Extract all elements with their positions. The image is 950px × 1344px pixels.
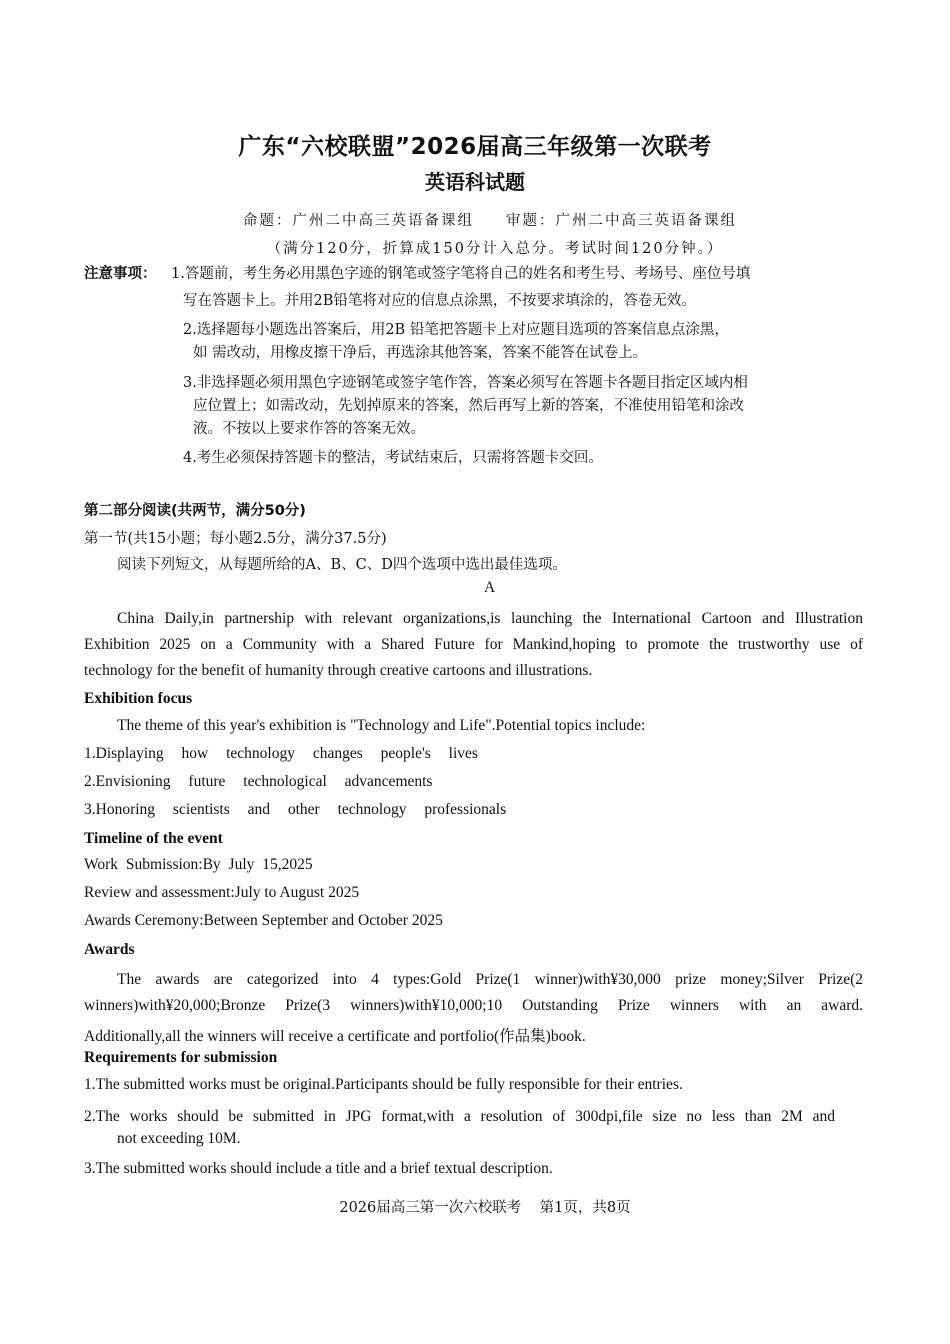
awards-line: winners)with¥20,000;Bronze Prize(3 winners)with¥10,000;10 Outstanding Prize winners with an award.	[84, 997, 863, 1014]
exam-subtitle: 英语科试题	[425, 170, 525, 194]
focus-item: 3.Honoring scientists and other technology professionals	[84, 801, 507, 818]
intro-line: Exhibition 2025 on a Community with a Shared Future for Mankind,hoping to promote the trustworthy use of	[84, 636, 863, 653]
note-line: 应位置上；如需改动，先划掉原来的答案，然后再写上新的答案，不准使用铅笔和涂改	[193, 398, 744, 414]
awards-line: Additionally,all the winners will receive a certificate and portfolio(作品集)book.	[84, 1028, 586, 1045]
focus-item: 2.Envisioning future technological advancements	[84, 773, 433, 790]
time-note: （满分120分，折算成150分计入总分。考试时间120分钟。）	[266, 241, 724, 257]
focus-intro: The theme of this year's exhibition is "Technology and Life".Potential topics include:	[117, 717, 646, 734]
focus-item: 1.Displaying how technology changes people's lives	[84, 745, 478, 762]
authors-line	[0, 209, 950, 230]
note-line: 4.考生必须保持答题卡的整洁，考试结束后，只需将答题卡交回。	[183, 450, 603, 466]
notes-label: 注意事项：	[84, 266, 157, 282]
timeline-item: Work Submission:By July 15,2025	[84, 856, 313, 873]
focus-heading: Exhibition focus	[84, 690, 193, 707]
part-title: 第二部分阅读(共两节，满分50分)	[84, 503, 306, 519]
awards-heading: Awards	[84, 941, 135, 958]
passage-label: A	[484, 579, 496, 596]
exam-title: 广东“六校联盟”2026届高三年级第一次联考	[238, 134, 712, 160]
awards-line: The awards are categorized into 4 types:Gold Prize(1 winner)with¥30,000 prize money;Silver Prize(2	[117, 971, 863, 988]
note-line: 如 需改动，用橡皮擦干净后，再选涂其他答案，答案不能答在试卷上。	[193, 345, 648, 361]
reviewer-text: 审题：广州二中高三英语备课组	[506, 213, 737, 229]
instruction-text: 阅读下列短文，从每题所给的A、B、C、D四个选项中选出最佳选项。	[117, 557, 567, 573]
intro-line: China Daily,in partnership with relevant organizations,is launching the International Cartoon and Illustration	[117, 610, 863, 627]
requirement-item: 2.The works should be submitted in JPG format,with a resolution of 300dpi,file size no less than 2M and	[84, 1108, 835, 1125]
note-line: 写在答题卡上。并用2B铅笔将对应的信息点涂黑，不按要求填涂的，答卷无效。	[183, 293, 696, 309]
requirements-heading: Requirements for submission	[84, 1049, 278, 1066]
note-line: 3.非选择题必须用黑色字迹钢笔或签字笔作答，答案必须写在答题卡各题目指定区域内相	[183, 375, 748, 391]
requirement-item: 1.The submitted works must be original.Participants should be fully responsible for their entries.	[84, 1076, 683, 1093]
timeline-heading: Timeline of the event	[84, 830, 223, 847]
page-footer: 2026届高三第一次六校联考 第1页，共8页	[339, 1200, 631, 1216]
requirement-item: not exceeding 10M.	[117, 1130, 241, 1147]
subsection-title: 第一节(共15小题；每小题2.5分，满分37.5分)	[84, 531, 387, 547]
timeline-item: Awards Ceremony:Between September and October 2025	[84, 912, 443, 929]
note-line: 2.选择题每小题选出答案后，用2B 铅笔把答题卡上对应题目选项的答案信息点涂黑，	[183, 322, 729, 338]
requirement-item: 3.The submitted works should include a title and a brief textual description.	[84, 1160, 553, 1177]
setter-text: 命题：广州二中高三英语备课组	[243, 213, 474, 229]
intro-line: technology for the benefit of humanity through creative cartoons and illustrations.	[84, 662, 593, 679]
timeline-item: Review and assessment:July to August 2025	[84, 884, 360, 901]
note-line: 1.答题前，考生务必用黑色字迹的钢笔或签字笔将自己的姓名和考生号、考场号、座位号填	[171, 266, 751, 282]
note-line: 液。不按以上要求作答的答案无效。	[193, 421, 425, 437]
